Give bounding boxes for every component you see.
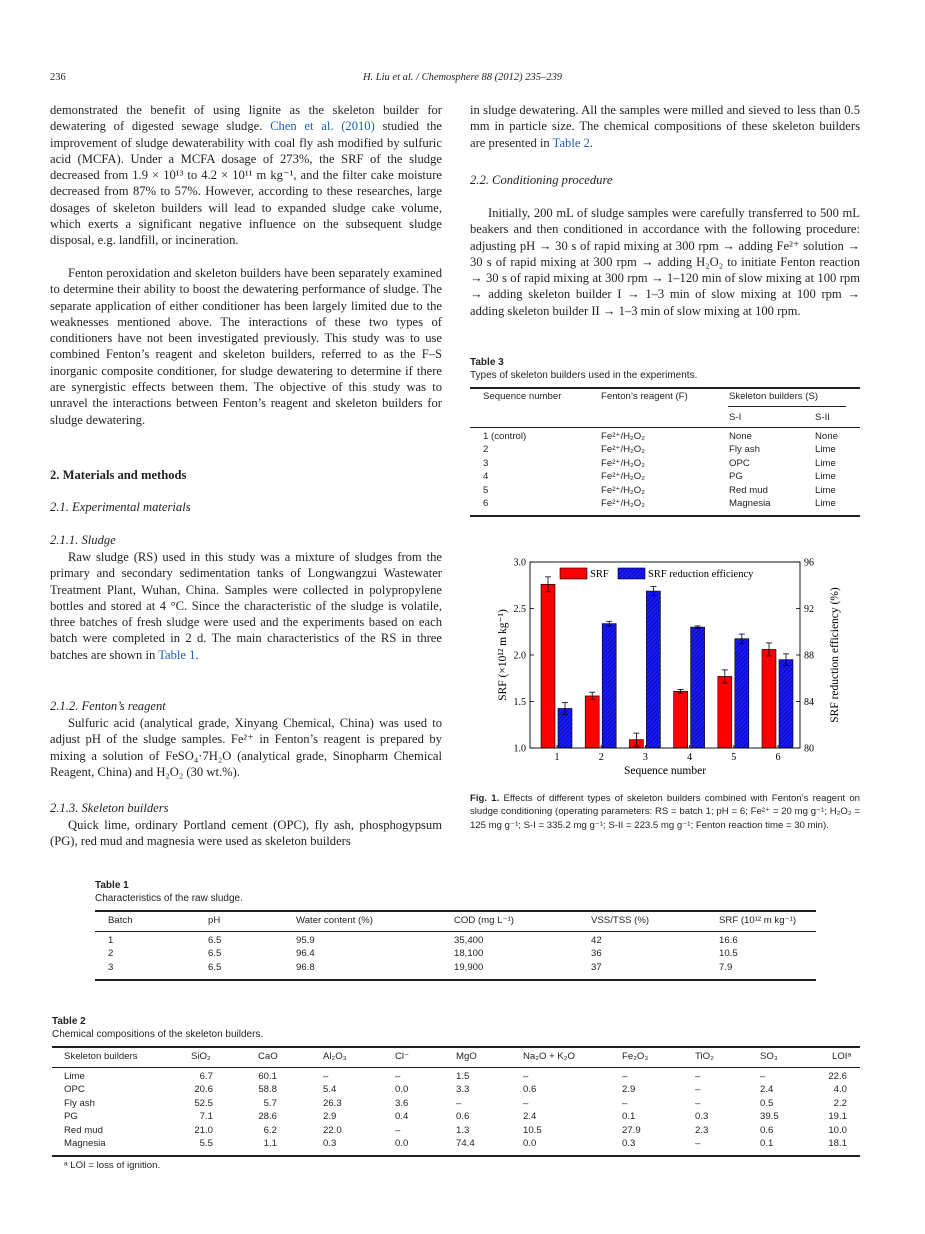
paragraph <box>470 102 860 151</box>
table-header: Water content (%) <box>296 915 373 926</box>
legend-label-srf: SRF <box>590 569 609 580</box>
table-cell: 7.1 <box>199 1111 213 1123</box>
paragraph: Fenton peroxidation and skeleton builders have been separately examined to determine their ability to boost the dewatering performance of sludge. The separate application of either conditioner has been largely limited due to the weaknesses mentioned above. The interactions of these two types of conditioners have not been investigated previously. This study was to use combined Fenton’s reagent and skeleton builders, referred to as the F–S inorganic composite conditioner, for sludge dewatering to determine if there are synergistic effects between them. The objective of this study was to unravel the interactions between Fenton’s reagent and skeleton builders for sludge dewatering. <box>50 266 442 427</box>
table-cell: 52.5 <box>194 1097 213 1109</box>
table-cell: Lime <box>815 498 836 509</box>
figure-1-chart <box>490 550 860 790</box>
paragraph <box>50 549 442 663</box>
srf-bar <box>718 676 732 748</box>
table-cell: Lime <box>815 457 836 469</box>
table-header: LOIᵃ <box>832 1051 852 1062</box>
table-cell: 60.1 <box>258 1071 277 1082</box>
srf-bar <box>762 649 776 748</box>
table-cell: 2.4 <box>523 1111 537 1123</box>
table-cell: None <box>729 431 752 442</box>
table-rule <box>470 427 860 428</box>
table-cell: 0.0 <box>395 1138 409 1149</box>
table-subheader: S-I <box>729 412 742 423</box>
table-cell: OPC <box>64 1084 85 1096</box>
efficiency-bar <box>646 591 660 748</box>
paragraph: Quick lime, ordinary Portland cement (OPC), fly ash, phosphogypsum (PG), red mud and magnesia were used as skeleton builders <box>50 818 442 849</box>
y2-tick-label: 88 <box>804 650 814 662</box>
footnote-mark: ᵃ <box>64 1160 68 1171</box>
table-cell: 2.4 <box>760 1084 774 1096</box>
table-cell: – <box>760 1071 766 1082</box>
table-rule <box>52 1067 860 1068</box>
table-cell: 22.6 <box>828 1071 847 1082</box>
table-cell: – <box>395 1124 401 1136</box>
table-cell: Red mud <box>64 1124 103 1136</box>
subsection-heading: 2.1.2. Fenton’s reagent <box>50 699 166 713</box>
table-cell: 10.5 <box>719 948 738 960</box>
table-cell: OPC <box>729 457 750 469</box>
table-cell: None <box>815 431 838 442</box>
table-cell: 39.5 <box>760 1111 779 1123</box>
y-tick-label: 3.0 <box>513 557 526 569</box>
page-number: 236 <box>50 72 66 83</box>
table-cell: 0.3 <box>323 1138 337 1149</box>
table-cell: 36 <box>591 948 602 960</box>
subsection-heading: 2.1.1. Sludge <box>50 533 116 547</box>
table-label: Table 1 <box>95 880 129 891</box>
citation-link[interactable]: Chen et al. (2010) <box>270 119 375 134</box>
table-cell: 20.6 <box>194 1084 213 1096</box>
table-cell: 74.4 <box>456 1138 475 1149</box>
running-title: H. Liu et al. / Chemosphere 88 (2012) 235–239 <box>362 72 563 83</box>
table-cell: – <box>695 1097 701 1109</box>
table-cell: – <box>523 1097 529 1109</box>
table-cell: Fe²⁺/H₂O₂ <box>601 498 645 509</box>
x-tick-label: 6 <box>775 752 781 763</box>
paragraph: Initially, 200 mL of sludge samples were carefully transferred to 500 mL beakers and then conditioned in accordance with the following procedure: adjusting pH → 30 s of rapid mixing at 300 rpm → adding Fe²⁺ solution → 30 s of rapid mixing at 300 rpm → adding H₂O₂ to initiate Fenton reaction → 30 s of rapid mixing at 300 rpm → 1–120 min of slow mixing at 100 rpm → adding skeleton builder I → 1–3 min of slow mixing at 100 rpm → adding skeleton builder II → 1–3 min of slow mixing at 100 rpm. <box>470 206 860 318</box>
figure-label: Fig. 1. <box>470 793 500 804</box>
table-cell: 2.2 <box>833 1097 847 1109</box>
paragraph-text: in sludge dewatering. All the samples were milled and sieved to less than 0.5 mm in particle size. The chemical compositions of these skeleton builders are presented in <box>470 103 860 150</box>
table-header: TiO₂ <box>695 1051 714 1062</box>
table-cell: 1.3 <box>456 1124 470 1136</box>
table-cell: 0.1 <box>622 1111 636 1123</box>
srf-bar <box>585 696 599 748</box>
table-rule <box>728 406 846 407</box>
table-cell: 0.3 <box>695 1111 709 1123</box>
table-cell: 4 <box>483 471 489 483</box>
table-cell: 0.6 <box>760 1124 774 1136</box>
y-tick-label: 2.0 <box>513 650 526 662</box>
table-label: Table 3 <box>470 357 504 368</box>
table-cell: Red mud <box>729 484 768 496</box>
table-cell: 0.6 <box>456 1111 470 1123</box>
x-axis-label: Sequence number <box>623 765 707 777</box>
table-header: pH <box>208 915 221 926</box>
table-cell: 1 (control) <box>483 431 527 442</box>
table-cell: 21.0 <box>194 1124 213 1136</box>
table-cell: Fe²⁺/H₂O₂ <box>601 471 645 483</box>
x-tick-label: 4 <box>687 752 693 763</box>
table-cell: PG <box>729 471 743 483</box>
table-header: MgO <box>456 1051 477 1062</box>
table-cell: 7.9 <box>719 961 733 973</box>
y2-axis-label: SRF reduction efficiency (%) <box>829 587 841 723</box>
table-cell: Lime <box>815 471 836 483</box>
table-cell: 2.9 <box>622 1084 636 1096</box>
table-cell: 5 <box>483 484 489 496</box>
table-cell: 18,100 <box>454 948 484 960</box>
table-cell: 6.2 <box>263 1124 277 1136</box>
y-axis-label: SRF (×10¹² m kg⁻¹) <box>497 609 509 701</box>
table-cell: 2.9 <box>323 1111 337 1123</box>
y2-tick-label: 80 <box>804 743 814 755</box>
table-header: Al₂O₃ <box>323 1051 347 1062</box>
table-cell: 58.8 <box>258 1084 277 1096</box>
x-tick-label: 2 <box>598 752 604 763</box>
table-rule <box>52 1046 860 1048</box>
y2-tick-label: 96 <box>804 557 814 569</box>
table-cell: PG <box>64 1111 78 1123</box>
table-cell: – <box>395 1071 401 1082</box>
table-cell: 96.8 <box>296 961 315 973</box>
table-header: Skeleton builders <box>64 1051 138 1062</box>
table-rule <box>52 1155 860 1157</box>
paragraph-text: studied the improvement of sludge dewaterability with coal fly ash modified by sulfuric acid (MCFA). Under a MCFA dosage of 273%, the SRF of the sludge decreased from 1.9 × 10¹³ to 4.2 × 10¹¹ m kg⁻¹, and the filter cake moisture decreased from 87% to 57%. However, according to these researches, large dosages of skeleton builders will lead to expanded sludge cake volume, which exerts a significant negative influence on the subsequent sludge disposal, e.g. landfill, or incineration. <box>50 119 442 248</box>
table-rule <box>470 387 860 389</box>
table-caption: Chemical compositions of the skeleton builders. <box>52 1029 264 1040</box>
table-cell: 22.0 <box>323 1124 342 1136</box>
table-subheader: S-II <box>815 412 830 423</box>
table-header: Sequence number <box>483 391 562 402</box>
efficiency-bar <box>602 624 616 748</box>
y-tick-label: 1.5 <box>513 697 526 708</box>
efficiency-bar <box>691 627 705 748</box>
paragraph-text: . <box>589 135 594 150</box>
table-cell: 6.5 <box>208 961 222 973</box>
table-cell: 37 <box>591 961 602 973</box>
table-cell: – <box>622 1071 628 1082</box>
table-cell: – <box>695 1071 701 1082</box>
table-header: Na₂O + K₂O <box>523 1051 575 1062</box>
paragraph-text: Raw sludge (RS) used in this study was a mixture of sludges from the primary and secondary sedimentation tanks of Longwangzui Wastewater Treatment Plant, Wuhan, China. Samples were collected in polypropylene bottles and stored at 4 °C. Since the characteristic of the sludge is volatile, three batches of fresh sludge were used and the experiments based on each batch were completed in 2 d. The main characteristics of the RS in three batches are shown in <box>50 550 442 662</box>
table-label: Table 2 <box>52 1016 86 1027</box>
table-rule <box>95 910 816 912</box>
table-link[interactable]: Table 1 <box>158 647 196 662</box>
table-cell: 0.6 <box>523 1084 537 1096</box>
table-rule <box>95 979 816 981</box>
table-cell: Fly ash <box>64 1097 95 1109</box>
table-header: SRF (10¹² m kg⁻¹) <box>719 915 797 926</box>
table-cell: 10.0 <box>828 1124 847 1136</box>
table-header: Fenton’s reagent (F) <box>601 391 688 402</box>
table-cell: Fly ash <box>729 444 760 456</box>
legend-swatch-efficiency <box>618 568 645 579</box>
table-rule <box>470 515 860 517</box>
paragraph-text: . <box>195 647 199 662</box>
table-header: Fe₂O₃ <box>622 1051 649 1062</box>
paragraph <box>50 102 442 249</box>
table-cell: 2 <box>483 444 489 456</box>
table-cell: – <box>323 1071 329 1082</box>
legend-swatch-srf <box>560 568 587 579</box>
figure-caption <box>470 792 860 832</box>
legend-label-efficiency: SRF reduction efficiency <box>648 569 754 580</box>
table-cell: – <box>695 1084 701 1096</box>
efficiency-bar <box>779 660 793 748</box>
table-cell: 6.7 <box>199 1071 213 1082</box>
table-header: CaO <box>258 1051 278 1062</box>
y-tick-label: 2.5 <box>513 604 526 615</box>
table-cell: Fe²⁺/H₂O₂ <box>601 457 645 469</box>
table-cell: – <box>695 1138 701 1149</box>
table-cell: Lime <box>815 444 836 456</box>
table-cell: – <box>523 1071 529 1082</box>
table-header: Cl⁻ <box>395 1051 410 1062</box>
x-tick-label: 3 <box>642 752 648 763</box>
table-header: Skeleton builders (S) <box>729 391 819 402</box>
x-tick-label: 1 <box>554 752 560 763</box>
table-cell: Magnesia <box>64 1138 106 1149</box>
paragraph-text: demonstrated the benefit of using lignite as the skeleton builder for dewatering of digested sewage sludge. <box>50 103 442 134</box>
table-cell: 16.6 <box>719 935 738 946</box>
table-cell: 4.0 <box>833 1084 847 1096</box>
table-cell: 6.5 <box>208 935 222 946</box>
table-cell: Magnesia <box>729 498 771 509</box>
table-cell: 3.6 <box>395 1097 409 1109</box>
table-footnote <box>64 1160 160 1171</box>
table-cell: 19.1 <box>828 1111 847 1123</box>
table-cell: 18.1 <box>828 1138 847 1149</box>
section-heading: 2. Materials and methods <box>50 468 187 482</box>
table-cell: 95.9 <box>296 935 315 946</box>
table-header: SiO₂ <box>191 1051 211 1062</box>
paragraph: Sulfuric acid (analytical grade, Xinyang Chemical, China) was used to adjust pH of the sludge samples. Fe²⁺ in Fenton’s reagent is prepared by mixing a solution of FeSO₄·7H₂O (analytical grade, Sinopharm Chemical Reagent, China) and H₂O₂ (30 wt.%). <box>50 716 442 779</box>
table-cell: 35,400 <box>454 935 484 946</box>
table-cell: 2 <box>108 948 114 960</box>
table-cell: 1.1 <box>263 1138 277 1149</box>
table-header: SO₃ <box>760 1051 778 1062</box>
table-cell: 42 <box>591 935 602 946</box>
table-cell: 3 <box>483 457 489 469</box>
table-cell: 3 <box>108 961 114 973</box>
table-cell: – <box>456 1097 462 1109</box>
y-tick-label: 1.0 <box>513 743 526 755</box>
table-header: Batch <box>108 915 133 926</box>
table-cell: 28.6 <box>258 1111 277 1123</box>
table-cell: 19,900 <box>454 961 484 973</box>
table-cell: 10.5 <box>523 1124 542 1136</box>
table-cell: 2.3 <box>695 1124 709 1136</box>
x-tick-label: 5 <box>731 752 737 763</box>
figure-caption-text: Effects of different types of skeleton builders combined with Fenton’s reagent on sludge conditioning (operating parameters: RS = batch 1; pH = 6; Fe²⁺ = 20 mg g⁻¹; H₂O₂ = 125 mg g⁻¹; S-I = 335.2 mg g⁻¹; S-II = 223.5 mg g⁻¹; Fenton reaction time = 30 min). <box>470 793 860 831</box>
table-cell: 26.3 <box>323 1097 342 1109</box>
table-cell: 0.5 <box>760 1097 774 1109</box>
table-cell: 6.5 <box>208 948 222 960</box>
table-cell: 0.4 <box>395 1111 409 1123</box>
table-cell: 1.5 <box>456 1071 470 1082</box>
table-cell: – <box>622 1097 628 1109</box>
table-link[interactable]: Table 2 <box>552 135 590 150</box>
table-cell: 0.0 <box>523 1138 537 1149</box>
table-cell: Fe²⁺/H₂O₂ <box>601 431 645 442</box>
table-cell: 27.9 <box>622 1124 641 1136</box>
subsection-heading: 2.1. Experimental materials <box>50 500 191 514</box>
table-cell: Fe²⁺/H₂O₂ <box>601 484 645 496</box>
table-caption: Types of skeleton builders used in the experiments. <box>470 370 698 381</box>
y2-tick-label: 84 <box>804 697 814 708</box>
table-header: VSS/TSS (%) <box>591 915 650 926</box>
footnote-text: LOI = loss of ignition. <box>70 1160 161 1171</box>
table-cell: 5.7 <box>263 1097 277 1109</box>
table-rule <box>95 931 816 932</box>
subsection-heading: 2.1.3. Skeleton builders <box>50 801 169 815</box>
table-caption: Characteristics of the raw sludge. <box>95 893 243 904</box>
table-cell: 5.5 <box>199 1138 213 1149</box>
efficiency-bar <box>735 639 749 748</box>
table-header: COD (mg L⁻¹) <box>454 915 514 926</box>
table-cell: 5.4 <box>323 1084 337 1096</box>
table-cell: 1 <box>108 935 114 946</box>
table-cell: Lime <box>64 1071 85 1082</box>
table-cell: 6 <box>483 498 489 509</box>
y2-tick-label: 92 <box>804 604 814 615</box>
srf-bar <box>541 584 555 748</box>
table-cell: Lime <box>815 484 836 496</box>
table-cell: Fe²⁺/H₂O₂ <box>601 444 645 456</box>
table-cell: 0.1 <box>760 1138 774 1149</box>
subsection-heading: 2.2. Conditioning procedure <box>470 173 613 187</box>
srf-bar <box>674 691 688 748</box>
table-cell: 96.4 <box>296 948 315 960</box>
table-cell: 3.3 <box>456 1084 470 1096</box>
table-cell: 0.0 <box>395 1084 409 1096</box>
table-cell: 0.3 <box>622 1138 636 1149</box>
